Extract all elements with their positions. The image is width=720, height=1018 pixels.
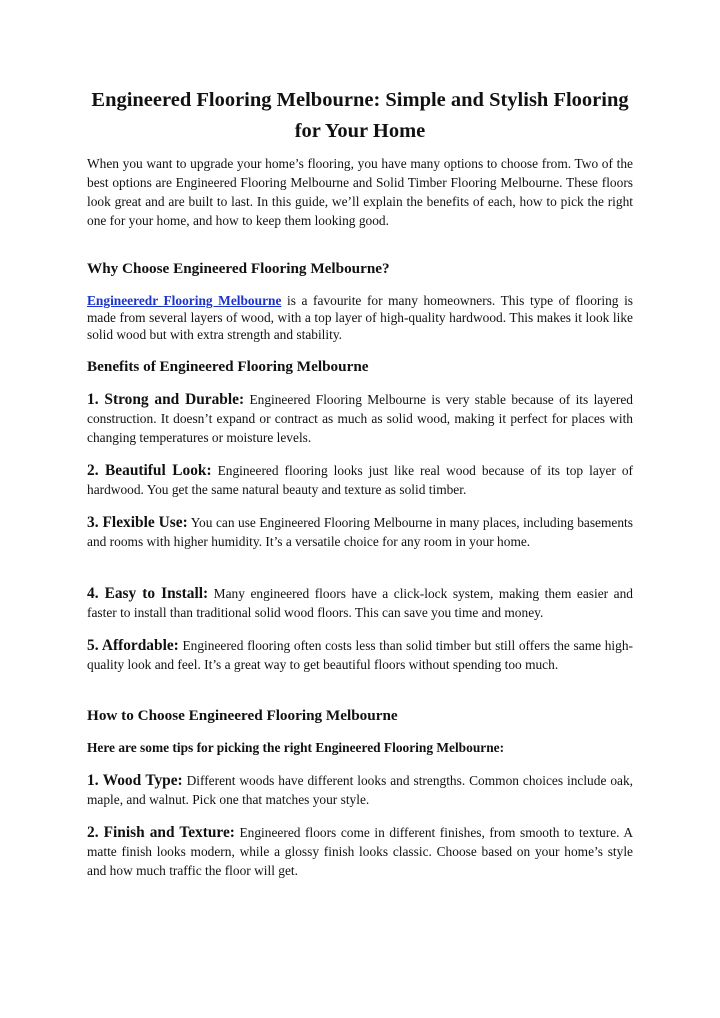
benefit-text: Many engineered floors have a click-lock system, making them easier and faster to install than traditional solid wood floors. This can save you time and money. bbox=[87, 586, 633, 620]
benefit-item bbox=[87, 513, 633, 551]
benefit-lead: 3. Flexible Use: bbox=[87, 514, 188, 531]
benefit-lead: 2. Beautiful Look: bbox=[87, 462, 212, 479]
intro-paragraph: When you want to upgrade your home’s flooring, you have many options to choose from. Two of the best options are Engineered Flooring Melbourne and Solid Timber Flooring Melbourne. These floors look great and are built to last. In this guide, we’ll explain the benefits of each, how to pick the right one for your home, and how to keep them looking good. bbox=[87, 156, 633, 228]
tip-text: Engineered floors come in different finishes, from smooth to texture. A matte finish looks modern, while a glossy finish looks classic. Choose based on your home’s style and how much traffic the floor will get. bbox=[87, 825, 633, 878]
benefit-text: Engineered Flooring Melbourne is very stable because of its layered construction. It doesn’t expand or contract as much as solid wood, making it perfect for places with changing temperatures or moisture levels. bbox=[87, 392, 633, 445]
section-heading-choose: How to Choose Engineered Flooring Melbourne bbox=[87, 707, 398, 724]
tip-lead: 2. Finish and Texture: bbox=[87, 824, 235, 841]
benefit-item bbox=[87, 584, 633, 622]
benefit-item bbox=[87, 390, 633, 447]
section-heading-benefits: Benefits of Engineered Flooring Melbourne bbox=[87, 358, 369, 375]
tip-text: Different woods have different looks and strengths. Common choices include oak, maple, and walnut. Pick one that matches your style. bbox=[87, 773, 633, 807]
page-title: Engineered Flooring Melbourne: Simple and Stylish Flooring for Your Home bbox=[91, 89, 629, 142]
tip-item bbox=[87, 823, 633, 880]
benefit-lead: 1. Strong and Durable: bbox=[87, 391, 245, 408]
tip-item bbox=[87, 771, 633, 809]
benefit-lead: 4. Easy to Install: bbox=[87, 585, 209, 602]
benefit-text: Engineered flooring looks just like real wood because of its top layer of hardwood. You get the same natural beauty and texture as solid timber. bbox=[87, 463, 633, 497]
choose-subheading: Here are some tips for picking the right Engineered Flooring Melbourne: bbox=[87, 740, 505, 755]
section-heading-why: Why Choose Engineered Flooring Melbourne? bbox=[87, 260, 390, 277]
engineered-flooring-link[interactable]: Engineeredr Flooring Melbourne bbox=[87, 293, 282, 308]
benefit-text: Engineered flooring often costs less than solid timber but still offers the same high-quality look and feel. It’s a great way to get beautiful floors without spending too much. bbox=[87, 638, 633, 672]
benefit-lead: 5. Affordable: bbox=[87, 637, 179, 654]
benefit-item bbox=[87, 636, 633, 674]
tip-lead: 1. Wood Type: bbox=[87, 772, 183, 789]
why-paragraph bbox=[87, 292, 633, 343]
benefit-item bbox=[87, 461, 633, 499]
why-text: is a favourite for many homeowners. This type of flooring is made from several layers of wood, with a top layer of high-quality hardwood. This makes it look like solid wood but with extra strength and stability. bbox=[87, 293, 633, 342]
benefit-text: You can use Engineered Flooring Melbourne in many places, including basements and rooms with higher humidity. It’s a versatile choice for any room in your home. bbox=[87, 515, 633, 549]
